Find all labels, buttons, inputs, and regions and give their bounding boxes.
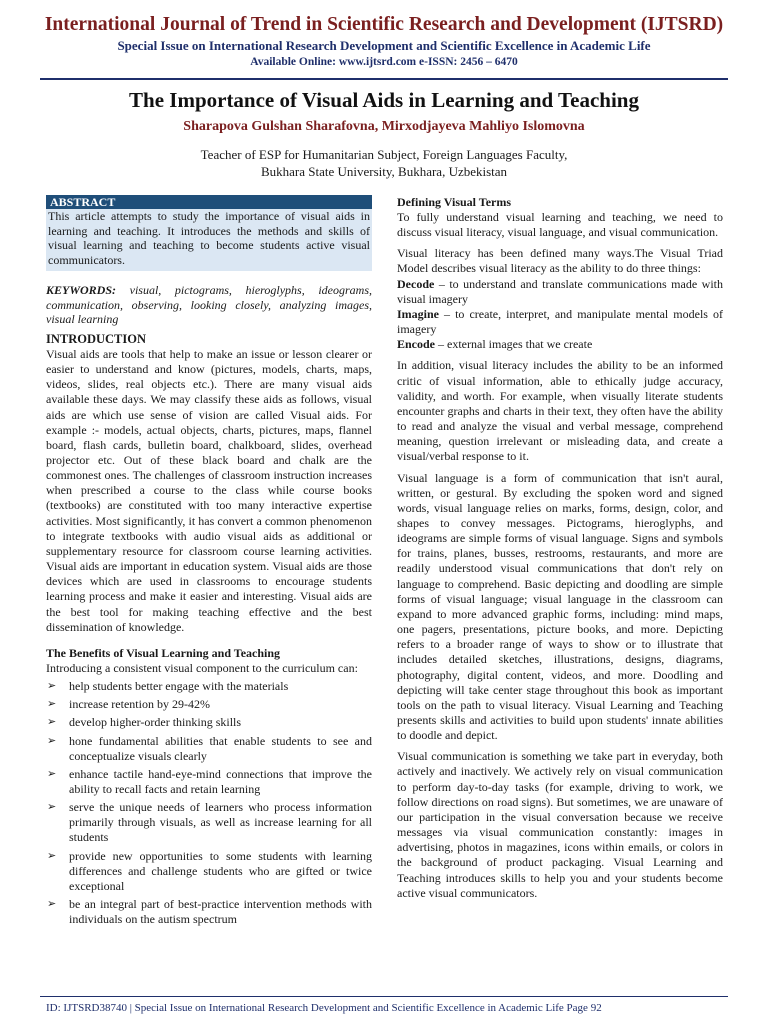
affiliation-line-1: Teacher of ESP for Humanitarian Subject, Foreign Languages Faculty, xyxy=(200,147,568,162)
abstract-heading: ABSTRACT xyxy=(46,195,372,209)
arrow-bullet-icon: ➢ xyxy=(47,849,57,862)
list-item: ➢ help students better engage with the materials xyxy=(47,679,289,694)
journal-masthead xyxy=(0,14,768,69)
decode-definition: Decode – to understand and translate communications made with visual imagery xyxy=(397,276,723,306)
list-item: ➢ increase retention by 29-42% xyxy=(47,697,210,712)
imagine-definition: Imagine – to create, interpret, and manipulate mental models of imagery xyxy=(397,306,723,337)
keywords-text: visual, pictograms, hieroglyphs, ideograms, communication, observing, looking closely, analyzing images, visual learning xyxy=(46,282,372,327)
introduction-text: Visual aids are tools that help to make an issue or lesson clearer or easier to understand and know (pictures, models, charts, maps, videos, slides, real objects etc.). There are many visual aids available these days. We may classify these aids as follows, visual aids are which use sense of vision are called Visual aids. For example :- models, actual objects, charts, pictures, maps, flannel board, flash cards, bulletin board, chalkboard, slides, overhead projector etc. Out of these black board and chalk are the commonest ones. The challenges of classroom instruction increases when prescribed a course to the class while course books (textbooks) are constituted with too many interactive expertise activities. Most significantly, it has convert a common phenomenon to integrate textbooks with audio visual aids as additional or supplementary resource for classroom course learning activities. Visual aids are important in education system. Visual aids are those devices which are used in classrooms to encourage students learning process and make it easier and interesting. Visual aids are the best tool for making teaching effective and the best dissemination of knowledge. xyxy=(46,346,372,634)
paper-title: The Importance of Visual Aids in Learning and Teaching xyxy=(129,88,639,112)
special-issue-line: Special Issue on International Research Development and Scientific Excellence in Academic Life xyxy=(117,38,651,53)
availability-line: Available Online: www.ijtsrd.com e-ISSN: 2456 – 6470 xyxy=(250,56,518,68)
arrow-bullet-icon: ➢ xyxy=(47,680,57,693)
header-divider xyxy=(40,78,728,80)
encode-term: Encode xyxy=(397,337,436,352)
defining-paragraph-5: Visual communication is something we take part in everyday, both actively and inactively. We actively rely on visual communication to perform day-to-day tasks (for example, driving to work, we follow directions on road signs). But sometimes, we are unaware of our participation in the visual conversation because we receive messages via visual communication constantly: images in advertising, photos in magazines, icons within emails, or colors in the background of product packaging. Visual Learning and Teaching introduces skills to help you and your students become active visual communicators. xyxy=(397,749,723,900)
arrow-bullet-icon: ➢ xyxy=(47,801,57,814)
defining-paragraph-4: Visual language is a form of communication that isn't aural, written, or gestural. By excluding the spoken word and signed words, visual language relies on marks, forms, design, color, and shapes to convey messages. Pictograms, hieroglyphs, and ideograms are simple forms of visual language. Signs and symbols for trains, planes, busses, restrooms, restaurants, and more are readily understood visual communications that don't rely on language to comprehend. Basic depicting and doodling are simple forms of visual language; visual language in the classroom can expand to more advanced graphic forms, including: mind maps, one pagers, presentations, picture books, and more. Depicting refers to a broader range of ways to show or to illustrate that includes detailed sketches, illustrations, designs, diagrams, photography, digital content, videos, and more. Doodling and depicting will take center stage throughout this book as important tools on the path to visual literacy. Visual Learning and Teaching presents skills and activities to build upon students' innate abilities to doodle and depict. xyxy=(397,470,723,743)
affiliation xyxy=(0,146,768,180)
keywords-label: KEYWORDS: xyxy=(46,282,117,297)
list-item: ➢ serve the unique needs of learners who process information primarily through visuals, as well as increase learning for all students xyxy=(47,800,372,845)
journal-title: International Journal of Trend in Scientific Research and Development (IJTSRD) xyxy=(44,14,724,35)
encode-definition: Encode – external images that we create xyxy=(397,337,593,352)
introduction-heading: INTRODUCTION xyxy=(46,331,147,346)
defining-paragraph-3: In addition, visual literacy includes the ability to be an informed critic of visual information, able to ethically judge accuracy, validity, and worth. For example, when visually literate students encounter graphs and charts in their text, they often have the ability to read and analyze the visual and verbal message, comprehend meaning, question irrelevant or misleading data, and create a visual/verbal response to it. xyxy=(397,358,723,464)
list-item: ➢ provide new opportunities to some students with learning differences and challenge students who are gifted or twice exceptional xyxy=(47,848,372,893)
abstract-box xyxy=(46,195,372,271)
arrow-bullet-icon: ➢ xyxy=(47,734,57,747)
left-column xyxy=(46,195,372,930)
benefits-heading: The Benefits of Visual Learning and Teaching xyxy=(46,645,281,660)
imagine-term: Imagine xyxy=(397,306,439,321)
page-footer: ID: IJTSRD38740 | Special Issue on International Research Development and Scientific Excellence in Academic Life Page 92 xyxy=(46,1002,602,1014)
arrow-bullet-icon: ➢ xyxy=(47,767,57,780)
list-item: ➢ enhance tactile hand-eye-mind connections that improve the ability to recall facts and retain learning xyxy=(47,766,372,796)
abstract-text: This article attempts to study the importance of visual aids in learning and teaching. It introduces the methods and skills of visual learning and teaching to become students active visual communicators. xyxy=(48,209,370,268)
defining-paragraph-1: To fully understand visual learning and teaching, we need to discuss visual literacy, visual language, and visual communication. xyxy=(397,210,723,240)
right-column xyxy=(397,195,723,901)
benefits-intro: Introducing a consistent visual component to the curriculum can: xyxy=(46,660,358,675)
keywords xyxy=(46,283,372,327)
defining-terms-heading: Defining Visual Terms xyxy=(397,195,512,209)
list-item: ➢ develop higher-order thinking skills xyxy=(47,715,242,730)
arrow-bullet-icon: ➢ xyxy=(47,898,57,911)
defining-paragraph-2: Visual literacy has been defined many ways.The Visual Triad Model describes visual literacy as the ability to do three things: xyxy=(397,246,723,276)
list-item: ➢ hone fundamental abilities that enable students to see and conceptualize visuals clearly xyxy=(47,733,372,763)
arrow-bullet-icon: ➢ xyxy=(47,698,57,711)
arrow-bullet-icon: ➢ xyxy=(47,716,57,729)
author-list: Sharapova Gulshan Sharafovna, Mirxodjayeva Mahliyo Islomovna xyxy=(183,119,585,134)
list-item: ➢ be an integral part of best-practice intervention methods with individuals on the autism spectrum xyxy=(47,897,372,927)
footer-divider xyxy=(40,996,728,997)
affiliation-line-2: Bukhara State University, Bukhara, Uzbekistan xyxy=(260,164,508,179)
decode-term: Decode xyxy=(397,276,435,291)
benefits-list xyxy=(46,679,372,927)
